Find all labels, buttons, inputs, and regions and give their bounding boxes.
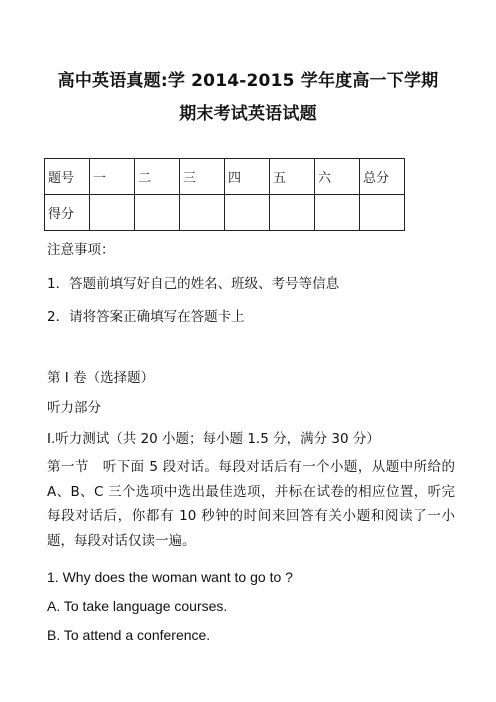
question-1: 1. Why does the woman want to go to ? — [47, 569, 293, 585]
volume-heading: 第 I 卷（选择题） — [47, 370, 155, 386]
score-table-cell — [180, 195, 225, 231]
note-item-1: 1．答题前填写好自己的姓名、班级、考号等信息 — [47, 276, 340, 292]
score-table-cell: 题号 — [45, 159, 90, 195]
exam-title-line-2: 期末考试英语试题 — [179, 104, 317, 124]
score-table-cell: 六 — [315, 159, 360, 195]
notes-title: 注意事项： — [47, 242, 115, 258]
score-table-cell: 一 — [90, 159, 135, 195]
section-heading: I.听力测试（共 20 小题；每小题 1.5 分，满分 30 分） — [47, 431, 380, 447]
score-table-score-row — [45, 195, 405, 231]
section-label: 听力部分 — [47, 400, 101, 416]
exam-title-line-1: 高中英语真题:学 2014-2015 学年度高一下学期 — [57, 71, 439, 91]
note-item-2: 2．请将答案正确填写在答题卡上 — [47, 309, 245, 325]
score-table-cell — [315, 195, 360, 231]
score-table-cell — [270, 195, 315, 231]
score-table-header-row — [45, 159, 405, 195]
question-1-option-a: A. To take language courses. — [47, 598, 228, 614]
score-table-cell: 总分 — [360, 159, 405, 195]
score-table-cell: 五 — [270, 159, 315, 195]
score-table-cell: 得分 — [45, 195, 90, 231]
question-1-option-b: B. To attend a conference. — [47, 627, 211, 643]
score-table-cell: 二 — [135, 159, 180, 195]
score-table-cell — [135, 195, 180, 231]
score-table-cell — [90, 195, 135, 231]
score-table-cell: 三 — [180, 159, 225, 195]
score-table-cell — [225, 195, 270, 231]
score-table-cell: 四 — [225, 159, 270, 195]
section-instructions: 第一节 听下面 5 段对话。每段对话后有一个小题，从题中所给的 A、B、C 三个选项中选出最佳选项，并标在试卷的相应位置，听完每段对话后，你都有 10 秒钟的时间来回答有关小题和阅读了一小题，每段对话仅读一遍。 — [47, 459, 455, 549]
score-table-cell — [360, 195, 405, 231]
score-table — [44, 158, 405, 231]
